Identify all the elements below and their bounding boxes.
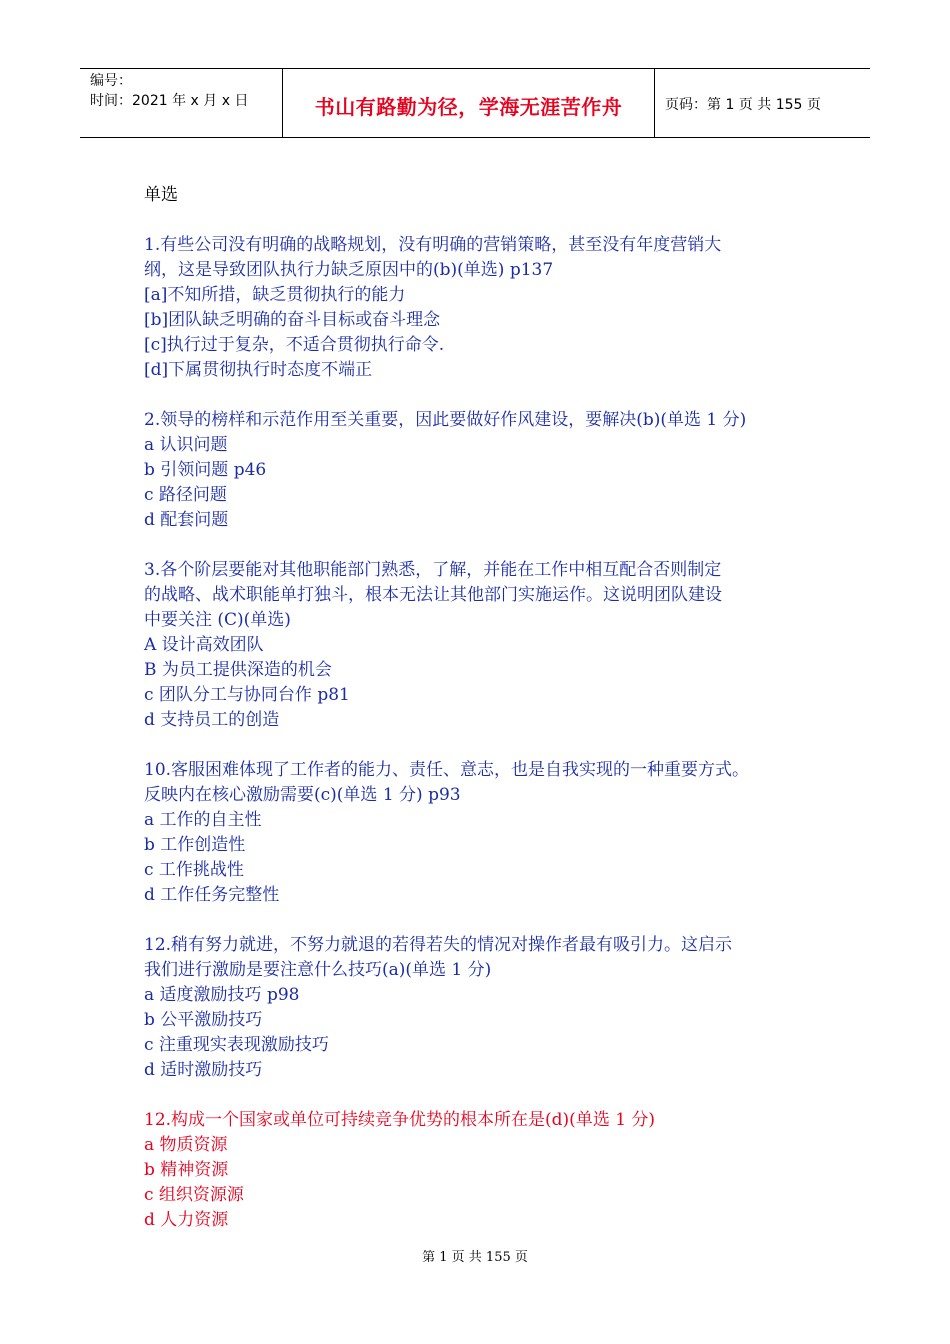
- question-line: 纲，这是导致团队执行力缺乏原因中的(b)(单选) p137: [144, 260, 554, 280]
- question-12b: [144, 1108, 834, 1233]
- document-date: 时间：2021 年 x 月 x 日: [90, 93, 249, 109]
- document-body: [144, 183, 834, 1258]
- option-c: c 团队分工与协同台作 p81: [144, 685, 350, 705]
- option-c: c 工作挑战性: [144, 860, 244, 880]
- header-motto: 书山有路勤为径，学海无涯苦作舟: [314, 95, 623, 119]
- option-d: [d]下属贯彻执行时态度不端正: [144, 360, 373, 380]
- header-meta: [80, 69, 283, 137]
- option-a: A 设计高效团队: [144, 635, 264, 655]
- option-b: B 为员工提供深造的机会: [144, 660, 332, 680]
- page-footer: 第 1 页 共 155 页: [422, 1250, 528, 1265]
- question-line: 2.领导的榜样和示范作用至关重要，因此要做好作风建设，要解决(b)(单选 1 分): [144, 410, 747, 430]
- question-3: [144, 558, 834, 733]
- header-motto-cell: [283, 69, 655, 137]
- document-number: 编号：: [90, 73, 132, 89]
- option-a: a 适度激励技巧 p98: [144, 985, 300, 1005]
- option-d: d 配套问题: [144, 510, 229, 530]
- question-line: 3.各个阶层要能对其他职能部门熟悉，了解，并能在工作中相互配合否则制定: [144, 560, 722, 580]
- option-b: b 公平激励技巧: [144, 1010, 263, 1030]
- option-c: [c]执行过于复杂，不适合贯彻执行命令.: [144, 335, 445, 355]
- option-c: c 注重现实表现激励技巧: [144, 1035, 329, 1055]
- option-d: d 适时激励技巧: [144, 1060, 263, 1080]
- header-page-cell: [655, 69, 870, 137]
- header-page-info: 页码：第 1 页 共 155 页: [665, 97, 821, 113]
- question-12a: [144, 933, 834, 1083]
- option-a: [a]不知所措，缺乏贯彻执行的能力: [144, 285, 406, 305]
- option-b: [b]团队缺乏明确的奋斗目标或奋斗理念: [144, 310, 441, 330]
- option-d: d 支持员工的创造: [144, 710, 280, 730]
- question-1: [144, 233, 834, 383]
- page-header: [80, 68, 870, 138]
- question-line: 的战略、战术职能单打独斗，根本无法让其他部门实施运作。这说明团队建设: [144, 585, 722, 605]
- question-line: 12.构成一个国家或单位可持续竞争优势的根本所在是(d)(单选 1 分): [144, 1110, 656, 1130]
- question-2: [144, 408, 834, 533]
- option-d: d 工作任务完整性: [144, 885, 280, 905]
- option-c: c 组织资源源: [144, 1185, 244, 1205]
- section-title: 单选: [144, 185, 178, 205]
- option-a: a 工作的自主性: [144, 810, 262, 830]
- question-line: 1.有些公司没有明确的战略规划，没有明确的营销策略，甚至没有年度营销大: [144, 235, 722, 255]
- question-line: 10.客服困难体现了工作者的能力、责任、意志，也是自我实现的一种重要方式。: [144, 760, 750, 780]
- option-b: b 工作创造性: [144, 835, 246, 855]
- question-line: 中要关注 (C)(单选): [144, 610, 291, 630]
- option-d: d 人力资源: [144, 1210, 229, 1230]
- option-a: a 认识问题: [144, 435, 228, 455]
- option-c: c 路径问题: [144, 485, 227, 505]
- question-line: 反映内在核心激励需要(c)(单选 1 分) p93: [144, 785, 461, 805]
- question-line: 12.稍有努力就进，不努力就退的若得若失的情况对操作者最有吸引力。这启示: [144, 935, 733, 955]
- question-line: 我们进行激励是要注意什么技巧(a)(单选 1 分): [144, 960, 492, 980]
- question-10: [144, 758, 834, 908]
- option-b: b 引领问题 p46: [144, 460, 267, 480]
- option-a: a 物质资源: [144, 1135, 228, 1155]
- option-b: b 精神资源: [144, 1160, 229, 1180]
